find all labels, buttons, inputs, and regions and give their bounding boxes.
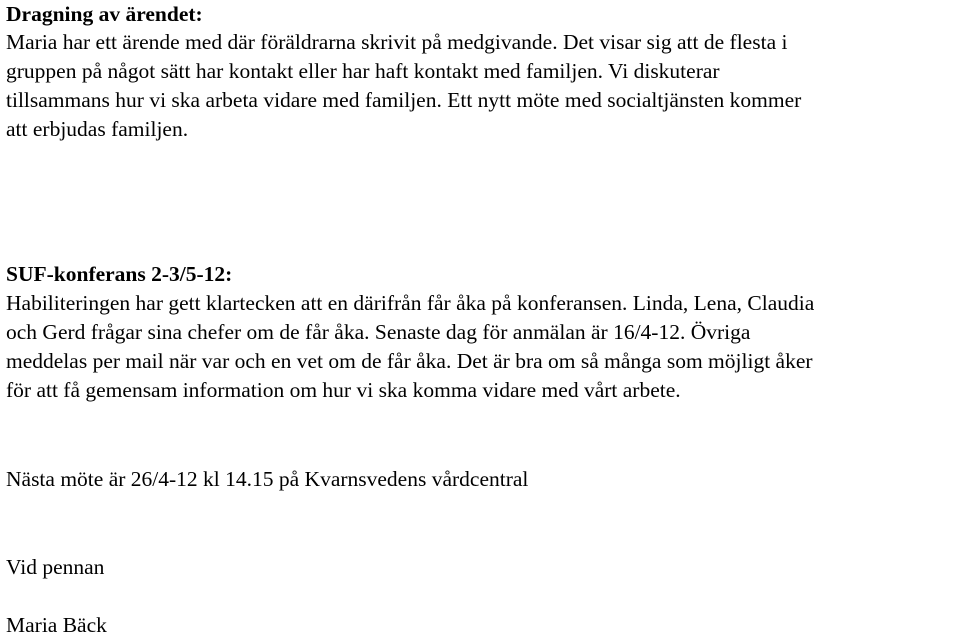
paragraph-line: meddelas per mail när var och en vet om de får åka. Det är bra om så många som möjligt åker [6, 349, 813, 373]
paragraph-line: och Gerd frågar sina chefer om de får åka. Senaste dag för anmälan är 16/4-12. Övriga [6, 320, 751, 344]
section-heading-dragning: Dragning av ärendet: [6, 2, 203, 26]
signature-name: Maria Bäck [6, 613, 107, 637]
next-meeting-text: Nästa möte är 26/4-12 kl 14.15 på Kvarnsvedens vårdcentral [6, 467, 529, 491]
paragraph-line: för att få gemensam information om hur vi ska komma vidare med vårt arbete. [6, 378, 681, 402]
paragraph-line: Maria har ett ärende med där föräldrarna skrivit på medgivande. Det visar sig att de flesta i [6, 30, 788, 54]
paragraph-line: gruppen på något sätt har kontakt eller har haft kontakt med familjen. Vi diskuterar [6, 59, 720, 83]
paragraph-line: tillsammans hur vi ska arbeta vidare med familjen. Ett nytt möte med socialtjänsten kommer [6, 88, 802, 112]
paragraph-line: Habiliteringen har gett klartecken att en därifrån får åka på konferansen. Linda, Lena, Claudia [6, 291, 815, 315]
paragraph-line: att erbjudas familjen. [6, 117, 189, 141]
section-heading-suf-konferans: SUF-konferans 2-3/5-12: [6, 262, 233, 286]
signature-label: Vid pennan [6, 555, 105, 579]
